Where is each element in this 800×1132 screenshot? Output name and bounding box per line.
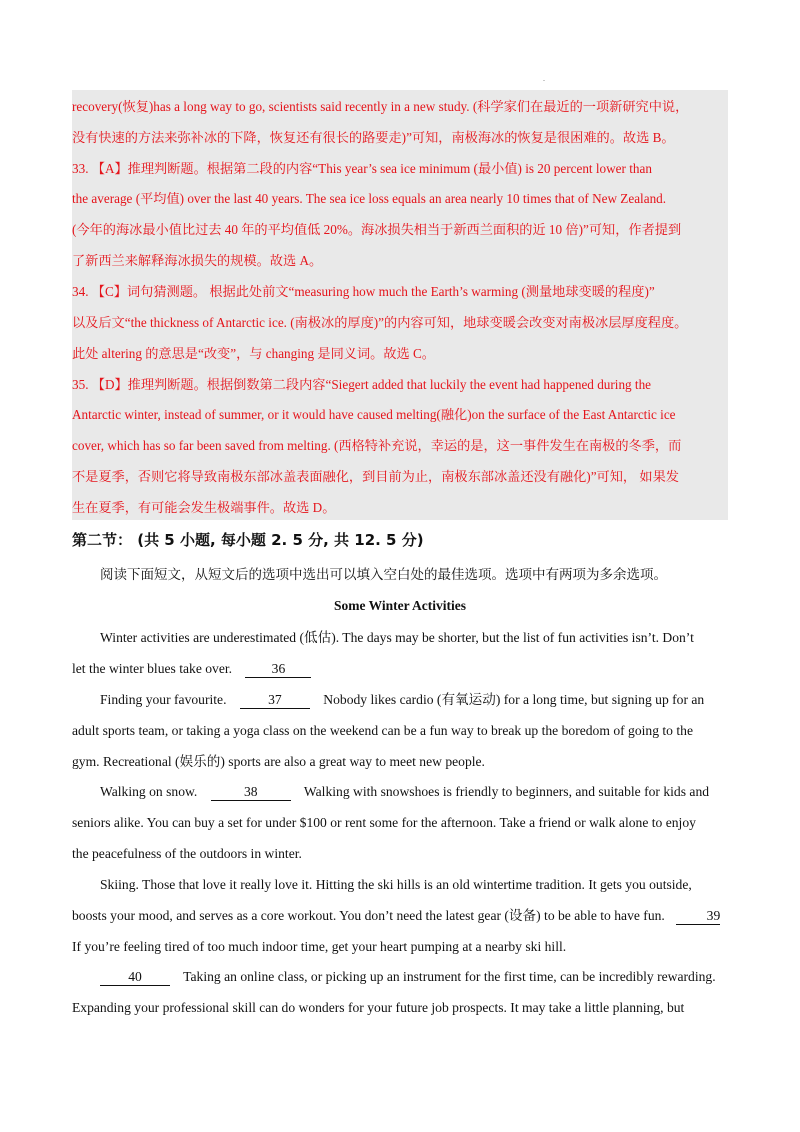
passage-title: Some Winter Activities xyxy=(334,598,466,613)
blank-39[interactable]: 39 xyxy=(676,908,720,925)
answer-explanations-block xyxy=(72,90,728,520)
answer-line: 33. 【A】推理判断题。根据第二段的内容“This year’s sea ice minimum (最小值) is 20 percent lower than xyxy=(72,161,652,176)
answer-line: (今年的海冰最小值比过去 40 年的平均值低 20%。海冰损失相当于新西兰面积的近 10 倍)”可知，作者提到 xyxy=(72,222,682,237)
paragraph-text: Taking an online class, or picking up an instrument for the first time, can be incredibly rewarding. xyxy=(183,969,716,984)
answer-line: 以及后文“the thickness of Antarctic ice. (南极冰的厚度)”的内容可知，地球变暖会改变对南极冰层厚度程度。 xyxy=(72,315,688,330)
section-title: 第二节： (共 5 小题, 每小题 2. 5 分, 共 12. 5 分) xyxy=(72,531,424,549)
paragraph-line: Winter activities are underestimated (低估). The days may be shorter, but the list of fun activities isn’t. Don’t xyxy=(100,630,694,645)
paragraph-line: If you’re feeling tired of too much indoor time, get your heart pumping at a nearby ski hill. xyxy=(72,939,567,954)
paragraph-line: Skiing. Those that love it really love it. Hitting the ski hills is an old wintertime tradition. It gets you outside, xyxy=(100,877,692,892)
answer-line: 生在夏季，有可能会发生极端事件。故选 D。 xyxy=(72,500,336,515)
answer-line: 不是夏季，否则它将导致南极东部冰盖表面融化，到目前为止，南极东部冰盖还没有融化)”可知， 如果发 xyxy=(72,469,679,484)
paragraph-line xyxy=(100,968,728,986)
paragraph-line: Expanding your professional skill can do wonders for your future job prospects. It may take a little planning, but xyxy=(72,1000,685,1015)
paragraph-lead: Finding your favourite. xyxy=(100,692,227,707)
answer-line: 35. 【D】推理判断题。根据倒数第二段内容“Siegert added that luckily the event had happened during the xyxy=(72,377,652,392)
paragraph-line: adult sports team, or taking a yoga class on the weekend can be a fun way to break up the boredom of going to the xyxy=(72,723,693,738)
answer-line: Antarctic winter, instead of summer, or it would have caused melting(融化)on the surface of the East Antarctic ice xyxy=(72,407,676,422)
answer-line: the average (平均值) over the last 40 years. The sea ice loss equals an area nearly 10 times that of New Zealand. xyxy=(72,191,667,206)
paragraph-lead: Walking on snow. xyxy=(100,784,198,799)
paragraph-text: boosts your mood, and serves as a core workout. You don’t need the latest gear (设备) to be able to have fun. xyxy=(72,908,665,923)
paragraph-line xyxy=(72,907,728,925)
paragraph-line: seniors alike. You can buy a set for under $100 or rent some for the afternoon. Take a friend or walk alone to enjoy xyxy=(72,815,696,830)
paragraph-line: gym. Recreational (娱乐的) sports are also a great way to meet new people. xyxy=(72,754,485,769)
paragraph-text: let the winter blues take over. xyxy=(72,661,233,676)
answer-line: recovery(恢复)has a long way to go, scientists said recently in a new study. (科学家们在最近的一项新研究中说， xyxy=(72,99,689,114)
paragraph-line xyxy=(72,660,728,678)
answer-line: 没有快速的方法来弥补冰的下降，恢复还有很长的路要走)”可知，南极海冰的恢复是很困难的。故选 B。 xyxy=(72,130,675,145)
blank-37[interactable]: 37 xyxy=(240,692,310,709)
answer-line: 了新西兰来解释海冰损失的规模。故选 A。 xyxy=(72,253,323,268)
paragraph-text: Nobody likes cardio (有氧运动) for a long time, but signing up for an xyxy=(323,692,705,707)
answer-line: 此处 altering 的意思是“改变”，与 changing 是同义词。故选 C。 xyxy=(72,346,435,361)
paragraph-line xyxy=(100,691,728,709)
answer-line: cover, which has so far been saved from melting. (西格特补充说，幸运的是，这一事件发生在南极的冬季，而 xyxy=(72,438,682,453)
blank-40[interactable]: 40 xyxy=(100,969,170,986)
answer-line: 34. 【C】词句猜测题。 根据此处前文“measuring how much the Earth’s warming (测量地球变暖的程度)” xyxy=(72,284,655,299)
section-instruction: 阅读下面短文，从短文后的选项中选出可以填入空白处的最佳选项。选项中有两项为多余选项。 xyxy=(100,567,667,583)
paragraph-line: the peacefulness of the outdoors in winter. xyxy=(72,846,302,861)
page-mark: . xyxy=(543,74,545,83)
paragraph-text: Walking with snowshoes is friendly to beginners, and suitable for kids and xyxy=(303,784,710,799)
paragraph-line xyxy=(100,783,728,801)
blank-36[interactable]: 36 xyxy=(245,661,311,678)
blank-38[interactable]: 38 xyxy=(211,784,291,801)
